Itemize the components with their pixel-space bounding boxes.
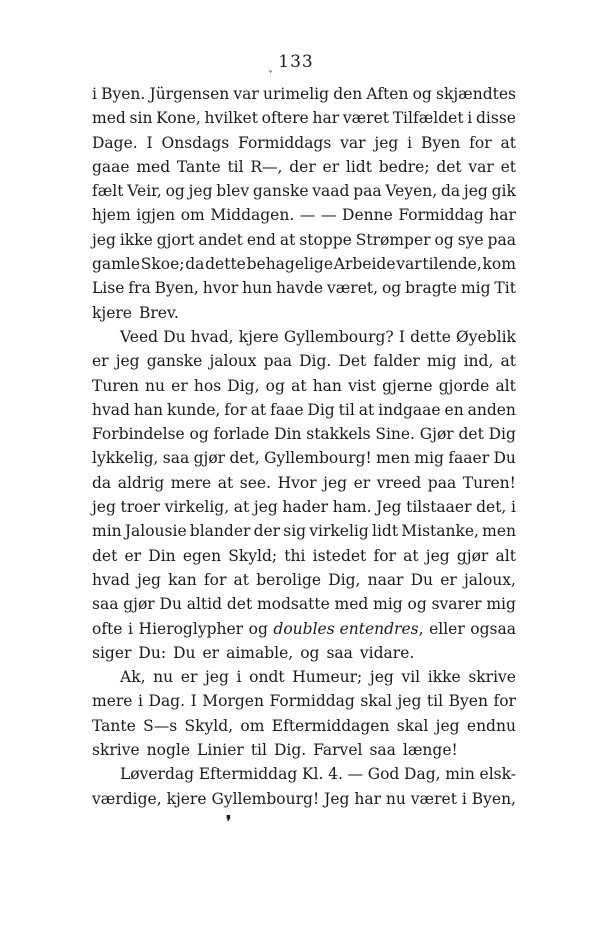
text-line: Turen nu er hos Dig, og at han vist gjerne gjorde alt — [92, 376, 516, 395]
text-line: skrive nogle Linier til Dig. Farvel saa længe! — [92, 741, 458, 760]
text-line: jeg troer virkelig, at jeg hader ham. Jeg tilstaaer det, i — [92, 498, 516, 517]
text-line: gaae med Tante til R—, der er lidt bedre; det var et — [92, 157, 516, 176]
text-line: gamle Skoe; da dette behagelige Arbeide var tilende, kom — [92, 255, 516, 274]
paragraph — [92, 762, 516, 811]
paragraph — [92, 325, 516, 665]
page-number: 133 — [278, 52, 314, 72]
body-text — [92, 82, 516, 811]
text-line: Dage. I Onsdags Formiddags var jeg i Byen for at — [92, 133, 516, 152]
text-line: mere i Dag. I Morgen Formiddag skal jeg til Byen for — [92, 692, 516, 711]
text-line: værdige, kjere Gyllembourg! Jeg har nu været i Byen, — [92, 789, 516, 808]
text-line: det er Din egen Skyld; thi istedet for at jeg gjør alt — [92, 546, 516, 565]
text-line: jeg ikke gjort andet end at stoppe Strømper og sye paa — [92, 230, 516, 249]
text-line: lykkelig, saa gjør det, Gyllembourg! men mig faaer Du — [92, 449, 516, 468]
text-line: ofte i Hieroglypher og doubles entendres, eller ogsaa — [92, 619, 516, 638]
text-line: Lise fra Byen, hvor hun havde været, og bragte mig Tit — [92, 279, 516, 298]
text-line: kjere Brev. — [92, 303, 179, 322]
text-line: Løverdag Eftermiddag Kl. 4. — God Dag, min elsk- — [120, 765, 516, 784]
text-line: fælt Veir, og jeg blev ganske vaad paa Veyen, da jeg gik — [92, 182, 516, 201]
text-line: hjem igjen om Middagen. — — Denne Formiddag har — [92, 206, 516, 225]
text-line: hvad jeg kan for at berolige Dig, naar Du er jaloux, — [92, 570, 516, 589]
text-line: er jeg ganske jaloux paa Dig. Det falder mig ind, at — [92, 352, 516, 371]
text-line: hvad han kunde, for at faae Dig til at indgaae en anden — [92, 400, 516, 419]
paragraph — [92, 665, 516, 762]
text-line: Veed Du hvad, kjere Gyllembourg? I dette Øyeblik — [120, 327, 516, 346]
ink-speck: ❜ — [226, 812, 232, 831]
text-line: med sin Kone, hvilket oftere har været Tilfældet i disse — [92, 109, 516, 128]
text-line: da aldrig mere at see. Hvor jeg er vreed paa Turen! — [92, 473, 516, 492]
paragraph — [92, 82, 516, 325]
text-line: Tante S—s Skyld, om Eftermiddagen skal jeg endnu — [92, 716, 516, 735]
text-line: Ak, nu er jeg i ondt Humeur; jeg vil ikke skrive — [120, 668, 516, 687]
text-line: min Jalousie blander der sig virkelig lidt Mistanke, men — [92, 522, 516, 541]
text-line: Forbindelse og forlade Din stakkels Sine. Gjør det Dig — [92, 425, 516, 444]
printer-mark: ˇ — [268, 71, 273, 82]
text-line: i Byen. Jürgensen var urimelig den Aften og skjændtes — [92, 85, 516, 103]
text-line: siger Du: Du er aimable, og saa vidare. — [92, 643, 415, 662]
text-line: saa gjør Du altid det modsatte med mig og svarer mig — [92, 595, 516, 614]
